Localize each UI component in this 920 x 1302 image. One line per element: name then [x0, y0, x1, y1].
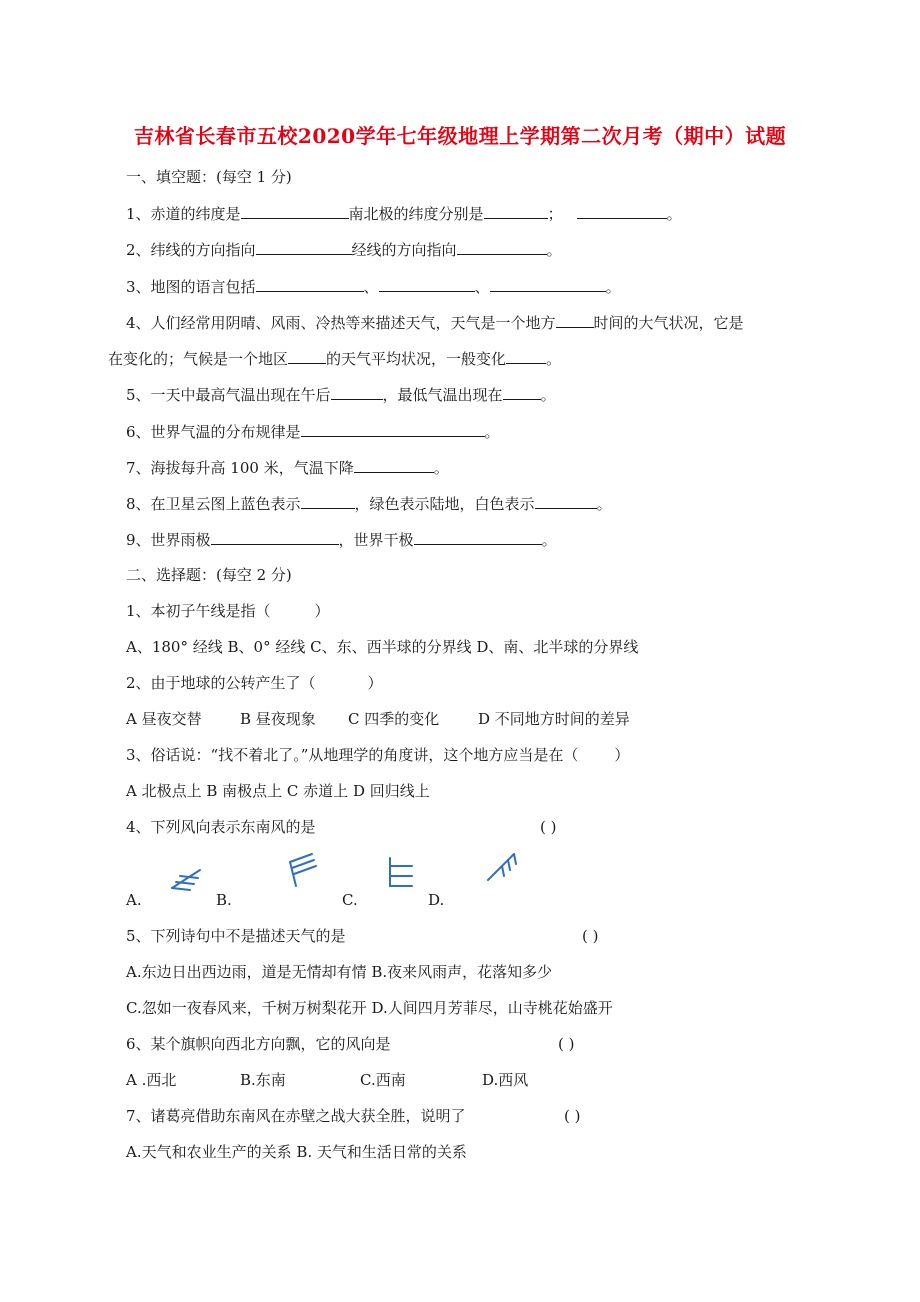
q9-text-b: ，世界干极: [338, 531, 414, 549]
q8-text-a: 8、在卫星云图上蓝色表示: [126, 495, 301, 513]
fill-question-5: [126, 384, 556, 405]
q4-text-a: 4、人们经常用阴晴、风雨、冷热等来描述天气，天气是一个地方: [126, 314, 556, 332]
wind-symbol-d-icon: [484, 850, 520, 884]
c5-answer-paren: ( ): [582, 927, 599, 945]
wind-symbol-b-icon: [286, 852, 326, 892]
q5-text-b: ，最低气温出现在: [382, 386, 503, 404]
c7-answer-paren: ( ): [564, 1107, 581, 1125]
choice-5-options-1: A.东边日出西边雨，道是无情却有情 B.夜来风雨声，花落知多少: [126, 963, 553, 981]
fill-question-7: [126, 457, 449, 478]
answer-blank: [503, 384, 541, 400]
q5-text-a: 5、一天中最高气温出现在午后: [126, 386, 331, 404]
choice-question-5: 5、下列诗句中不是描述天气的是: [126, 927, 346, 945]
answer-blank: [256, 239, 352, 255]
choice-question-6: 6、某个旗帜向西北方向飘，它的风向是: [126, 1035, 391, 1053]
q4-text-b: 时间的大气状况，它是: [593, 314, 744, 332]
fill-question-4: [126, 312, 744, 333]
exam-title: 吉林省长春市五校2020学年七年级地理上学期第二次月考（期中）试题: [133, 124, 787, 148]
c4-option-c: C.: [342, 891, 358, 909]
choice-3-options: A 北极点上 B 南极点上 C 赤道上 D 回归线上: [126, 782, 430, 800]
q1-text-d: 。: [666, 205, 682, 223]
c6-answer-paren: ( ): [558, 1035, 575, 1053]
answer-blank: [457, 239, 547, 255]
c4-option-d: D.: [428, 891, 445, 909]
fill-question-8: [126, 493, 612, 514]
wind-symbol-a-icon: [166, 860, 206, 894]
q7-text-b: 。: [433, 459, 449, 477]
fill-question-1: [126, 203, 682, 224]
choice-question-1: [126, 601, 330, 621]
q9-text-a: 9、世界雨极: [126, 531, 211, 549]
c2-option-a: A 昼夜交替: [126, 710, 202, 728]
answer-blank: [379, 276, 475, 292]
q1-text-c: ；: [547, 205, 563, 223]
q6-text-b: 。: [484, 423, 500, 441]
q3-text-c: 、: [474, 278, 490, 296]
q2-text-c: 。: [546, 241, 562, 259]
q3-text-a: 3、地图的语言包括: [126, 278, 256, 296]
c3-close-paren: ）: [614, 746, 630, 764]
c2-option-c: C 四季的变化: [348, 710, 440, 728]
q3-text-b: 、: [363, 278, 379, 296]
q2-text-b: 经线的方向指向: [351, 241, 457, 259]
c4-answer-paren: ( ): [540, 818, 557, 836]
c1-close-paren: ）: [314, 602, 330, 620]
answer-blank: [414, 529, 542, 545]
q7-text-a: 7、海拔每升高 100 米，气温下降: [126, 459, 354, 477]
fill-question-3: [126, 276, 621, 297]
c2-option-d: D 不同地方时间的差异: [478, 710, 630, 728]
q4-text-e: 。: [546, 350, 562, 368]
choice-1-options: A、180° 经线 B、0° 经线 C、东、西半球的分界线 D、南、北半球的分界线: [126, 638, 639, 656]
choice-7-options: A.天气和农业生产的关系 B. 天气和生活日常的关系: [126, 1143, 467, 1161]
choice-question-2: [126, 673, 383, 693]
choice-question-7: 7、诸葛亮借助东南风在赤壁之战大获全胜，说明了: [126, 1107, 466, 1125]
answer-blank: [484, 203, 548, 219]
c6-option-c: C.西南: [360, 1071, 406, 1089]
answer-blank: [301, 493, 355, 509]
choice-5-options-2: C.忽如一夜春风来，千树万树梨花开 D.人间四月芳菲尽，山寺桃花始盛开: [126, 999, 613, 1017]
c4-option-b: B.: [216, 891, 232, 909]
section-1-heading: 一、填空题：(每空 1 分): [126, 168, 292, 186]
c6-option-b: B.东南: [240, 1071, 286, 1089]
fill-question-6: [126, 421, 500, 442]
fill-question-9: [126, 529, 557, 550]
fill-question-4-cont: [108, 348, 561, 369]
c6-option-a: A .西北: [126, 1071, 177, 1089]
answer-blank: [490, 276, 606, 292]
q8-text-c: 。: [596, 495, 612, 513]
c2-stem: 2、由于地球的公转产生了（: [126, 674, 316, 692]
answer-blank: [256, 276, 364, 292]
fill-question-2: [126, 239, 562, 260]
q5-text-c: 。: [540, 386, 556, 404]
wind-symbol-c-icon: [386, 856, 416, 888]
section-2-heading: 二、选择题：(每空 2 分): [126, 566, 292, 584]
choice-question-4: 4、下列风向表示东南风的是: [126, 818, 316, 836]
c3-stem: 3、俗话说：“找不着北了。”从地理学的角度讲，这个地方应当是在（: [126, 746, 579, 764]
q9-text-c: 。: [541, 531, 557, 549]
q8-text-b: ，绿色表示陆地，白色表示: [354, 495, 535, 513]
q3-text-d: 。: [605, 278, 621, 296]
answer-blank: [556, 312, 594, 328]
answer-blank: [288, 348, 326, 364]
q1-text-b: 南北极的纬度分别是: [348, 205, 484, 223]
c2-option-b: B 昼夜现象: [240, 710, 316, 728]
answer-blank: [301, 421, 485, 437]
answer-blank: [331, 384, 383, 400]
c4-option-a: A.: [126, 891, 142, 909]
q2-text-a: 2、纬线的方向指向: [126, 241, 256, 259]
choice-question-3: [126, 745, 629, 765]
answer-blank: [241, 203, 349, 219]
answer-blank: [211, 529, 339, 545]
q4-text-c: 在变化的；气候是一个地区: [108, 350, 289, 368]
c1-stem: 1、本初子午线是指（: [126, 602, 271, 620]
q4-text-d: 的天气平均状况，一般变化: [326, 350, 507, 368]
answer-blank: [577, 203, 667, 219]
answer-blank: [506, 348, 546, 364]
q6-text-a: 6、世界气温的分布规律是: [126, 423, 301, 441]
c6-option-d: D.西风: [482, 1071, 529, 1089]
answer-blank: [535, 493, 597, 509]
c2-close-paren: ）: [367, 674, 383, 692]
q1-text-a: 1、赤道的纬度是: [126, 205, 241, 223]
answer-blank: [354, 457, 434, 473]
